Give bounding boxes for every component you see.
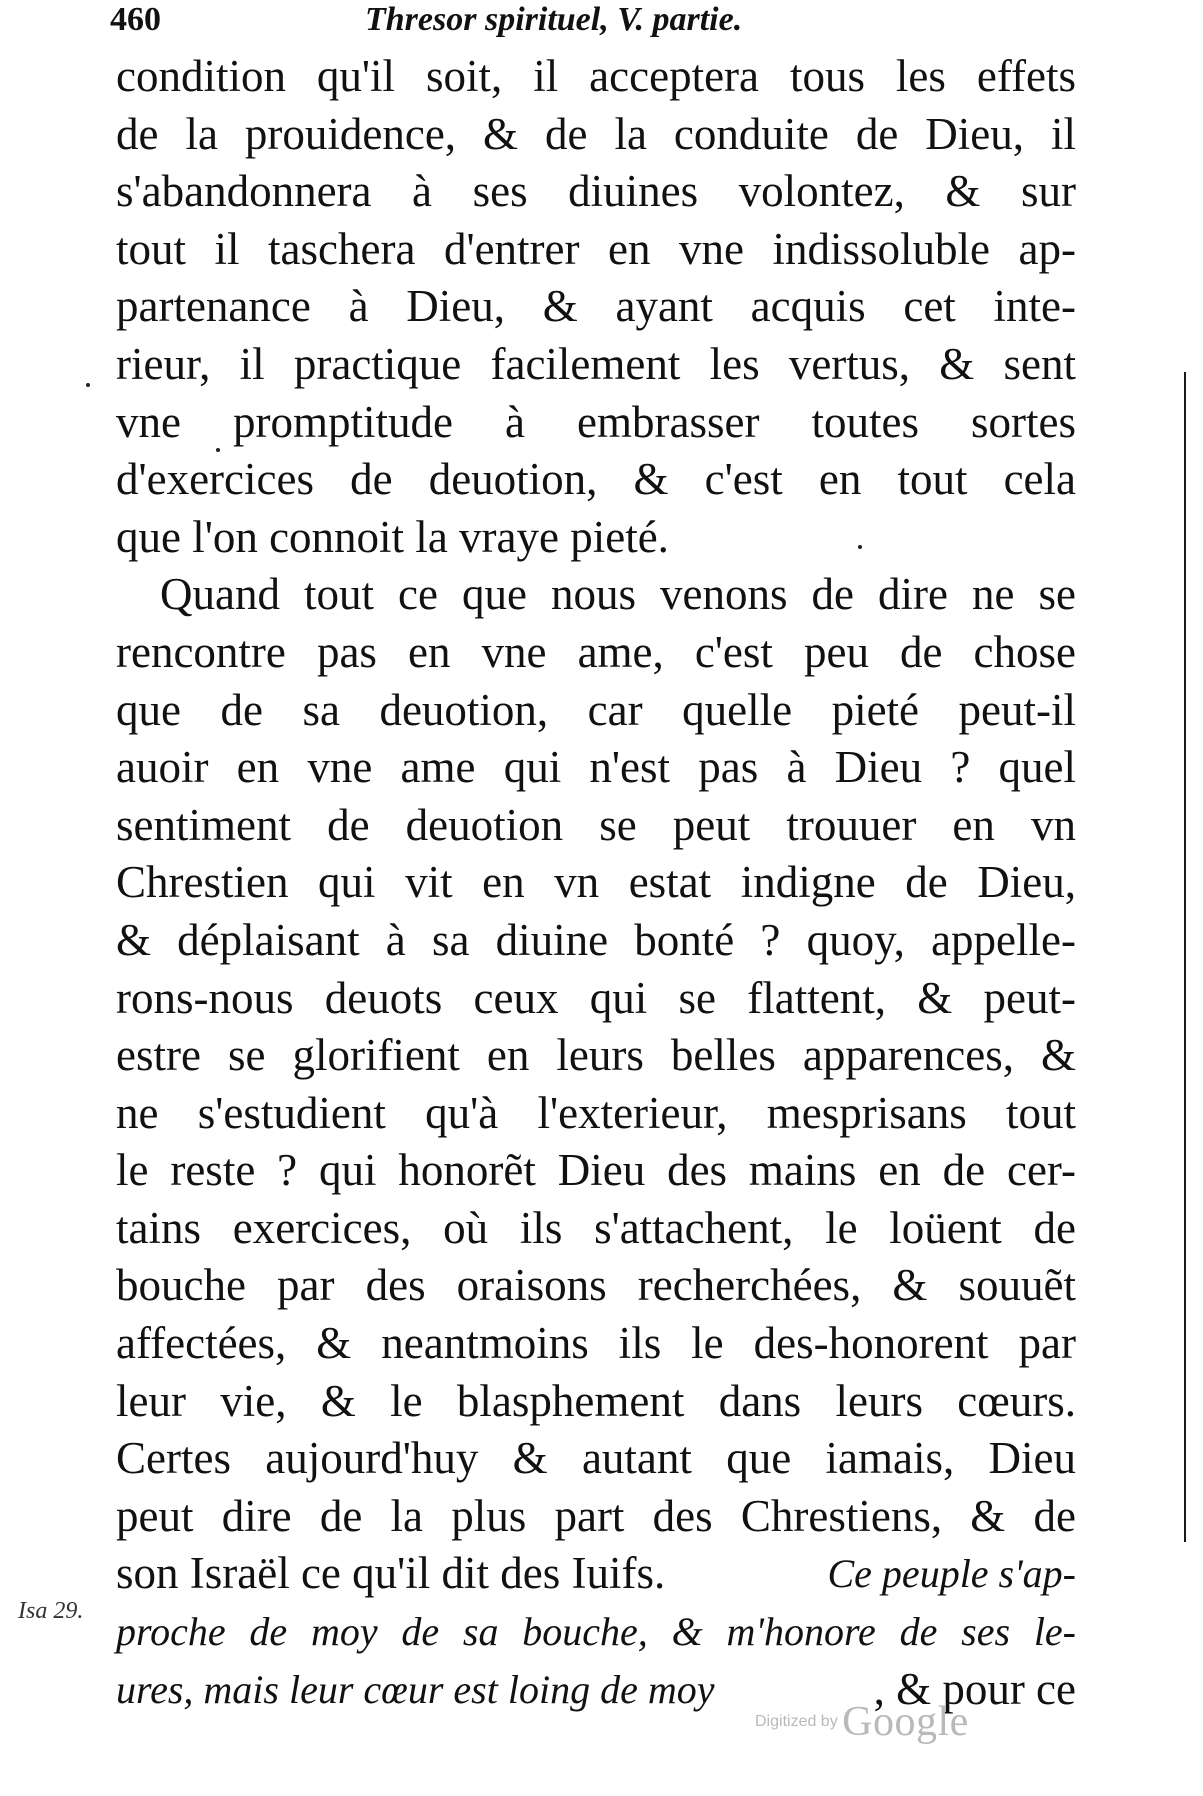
text-line-roman: son Israël ce qu'il dit des Iuifs. xyxy=(116,1548,666,1599)
text-line: rons-nous deuots ceux qui se flattent, & peut- xyxy=(116,972,1076,1023)
text-line: vne promptitude à embrasser toutes sortes xyxy=(116,396,1076,447)
ink-speck xyxy=(858,545,862,549)
text-line: Chrestien qui vit en vn estat indigne de Dieu, xyxy=(116,857,1076,908)
ink-speck xyxy=(86,383,90,387)
text-line: tout il taschera d'entrer en vne indissoluble ap- xyxy=(116,223,1076,274)
quotation-end: ures, mais leur cœur est loing de moy xyxy=(116,1666,715,1712)
quotation-start: Ce peuple s'ap- xyxy=(827,1551,1076,1597)
margin-note: Isa 29. xyxy=(18,1598,84,1624)
digitized-watermark xyxy=(755,1698,969,1746)
text-line: & déplaisant à sa diuine bonté ? quoy, appelle- xyxy=(116,914,1076,965)
text-line: ne s'estudient qu'à l'exterieur, mesprisans tout xyxy=(116,1087,1076,1138)
text-line: affectées, & neantmoins ils le des-honorent par xyxy=(116,1318,1076,1369)
text-line: partenance à Dieu, & ayant acquis cet inte- xyxy=(116,281,1076,332)
ink-speck xyxy=(216,448,220,452)
page-edge-line xyxy=(1184,372,1186,1542)
text-line: que de sa deuotion, car quelle pieté peut-il xyxy=(116,684,1076,735)
page-number: 460 xyxy=(110,1,161,38)
text-line: sentiment de deuotion se peut trouuer en vn xyxy=(116,799,1076,850)
text-line: que l'on connoit la vraye pieté. xyxy=(116,511,669,562)
text-line: rencontre pas en vne ame, c'est peu de chose xyxy=(116,626,1076,677)
text-line: d'exercices de deuotion, & c'est en tout cela xyxy=(116,454,1076,505)
watermark-prefix: Digitized by xyxy=(755,1713,838,1730)
running-title: Thresor spirituel, V. partie. xyxy=(365,1,743,38)
text-line: de la prouidence, & de la conduite de Dieu, il xyxy=(116,108,1076,159)
text-line: auoir en vne ame qui n'est pas à Dieu ? quel xyxy=(116,742,1076,793)
text-line xyxy=(116,1545,1076,1603)
text-line: condition qu'il soit, il acceptera tous les effets xyxy=(116,51,1076,101)
text-line: le reste ? qui honorẽt Dieu des mains en de cer- xyxy=(116,1145,1076,1196)
google-logo: Google xyxy=(842,1699,969,1745)
text-line: bouche par des oraisons recherchées, & souuẽt xyxy=(116,1260,1076,1311)
body-text xyxy=(116,48,1076,1718)
text-line: leur vie, & le blasphement dans leurs cœurs. xyxy=(116,1375,1076,1426)
text-line: Quand tout ce que nous venons de dire ne se xyxy=(160,569,1076,620)
text-line-tail: , & pour ce xyxy=(873,1663,1076,1714)
running-head xyxy=(110,0,1070,46)
text-line: estre se glorifient en leurs belles apparences, & xyxy=(116,1030,1076,1081)
text-line: peut dire de la plus part des Chrestiens, & de xyxy=(116,1490,1076,1541)
quotation-line: proche de moy de sa bouche, & m'honore de ses le- xyxy=(116,1609,1076,1655)
text-line: tains exercices, où ils s'attachent, le loüent de xyxy=(116,1202,1076,1253)
text-line: rieur, il practique facilement les vertus, & sent xyxy=(116,338,1076,389)
text-line: s'abandonnera à ses diuines volontez, & sur xyxy=(116,166,1076,217)
text-line: Certes aujourd'huy & autant que iamais, Dieu xyxy=(116,1433,1076,1484)
